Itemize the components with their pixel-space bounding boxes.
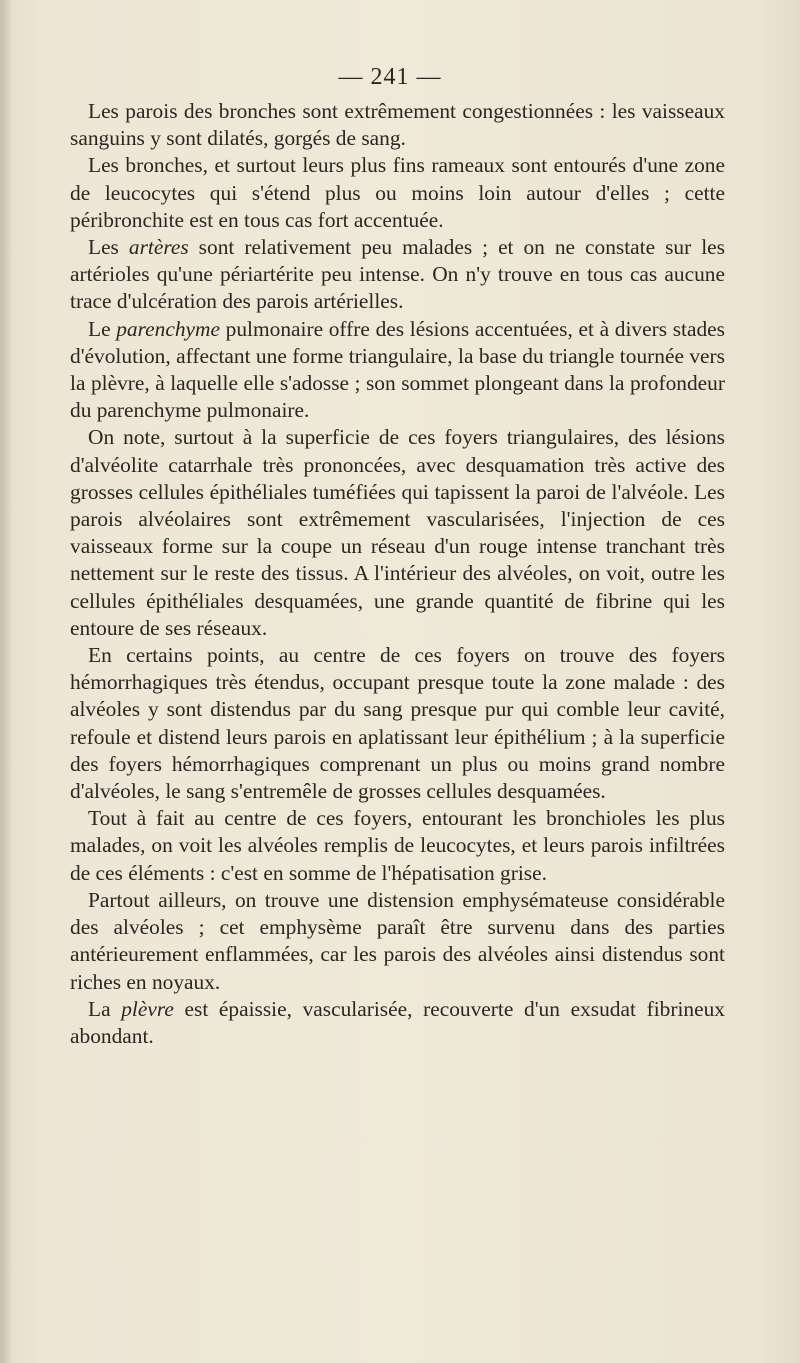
italic-term-parenchyme: parenchyme bbox=[116, 316, 220, 341]
paragraph-bronches-walls: Les parois des bronches sont extrêmement congestionnées : les vaisseaux sanguins y sont dilatés, gorgés de sang. bbox=[70, 99, 725, 151]
page-spine-shadow bbox=[0, 0, 12, 1363]
paragraph-parenchyme: Le parenchyme pulmonaire offre des lésions accentuées, et à divers stades d'évolution, affectant une forme triangulaire, la base du triangle tournée vers la plèvre, à laquelle elle s'adosse ; son sommet plongeant dans la profondeur du parenchyme pulmonaire. bbox=[70, 316, 725, 423]
italic-term-plevre: plèvre bbox=[121, 996, 174, 1021]
page-number: — 241 — bbox=[338, 64, 442, 90]
paragraph-plevre: La plèvre est épaissie, vascularisée, recouverte d'un exsudat fibrineux abondant. bbox=[70, 996, 725, 1048]
paragraph-bronches: Les bronches, et surtout leurs plus fins rameaux sont entourés d'une zone de leucocytes qui s'étend plus ou moins loin autour d'elles ; cette péribronchite est en tous cas fort accentuée. bbox=[70, 153, 725, 232]
paragraph-hemorrhagiques: En certains points, au centre de ces foyers on trouve des foyers hémorrhagiques très étendus, occupant presque toute la zone malade : des alvéoles y sont distendus par du sang presque pur qui comble leur cavité, refoule et distend leurs parois en aplatissant leur épithélium ; à la superficie des foyers hémorrhagiques comprenant un plus ou moins grand nombre d'alvéoles, le sang s'entremêle de grosses cellules desquamées. bbox=[70, 643, 725, 804]
paragraph-alveolite: On note, surtout à la superficie de ces foyers triangulaires, des lésions d'alvéolite catarrhale très prononcées, avec desquamation très active des grosses cellules épithéliales tuméfiées qui tapissent la paroi de l'alvéole. Les parois alvéolaires sont extrêmement vascularisées, l'injection de ces vaisseaux forme sur la coupe un réseau d'un rouge intense tranchant très nettement sur le reste des tissus. A l'intérieur des alvéoles, on voit, outre les cellules épithéliales desquamées, une grande quantité de fibrine qui les entoure de ses réseaux. bbox=[70, 425, 725, 640]
paragraph-hepatisation: Tout à fait au centre de ces foyers, entourant les bronchioles les plus malades, on voit les alvéoles remplis de leucocytes, et leurs parois infiltrées de ces éléments : c'est en somme de l'hépatisation grise. bbox=[70, 806, 725, 885]
paragraph-arteres: Les artères sont relativement peu malades ; et on ne constate sur les artérioles qu'une périartérite peu intense. On n'y trouve en tous cas aucune trace d'ulcération des parois artérielles. bbox=[70, 235, 725, 314]
paragraph-emphyseme: Partout ailleurs, on trouve une distension emphysémateuse considérable des alvéoles ; cet emphysème paraît être survenu dans des parties antérieurement enflammées, car les parois des alvéoles ainsi distendus sont riches en noyaux. bbox=[70, 887, 725, 994]
italic-term-arteres: artères bbox=[128, 235, 189, 260]
body-text bbox=[70, 98, 725, 1050]
